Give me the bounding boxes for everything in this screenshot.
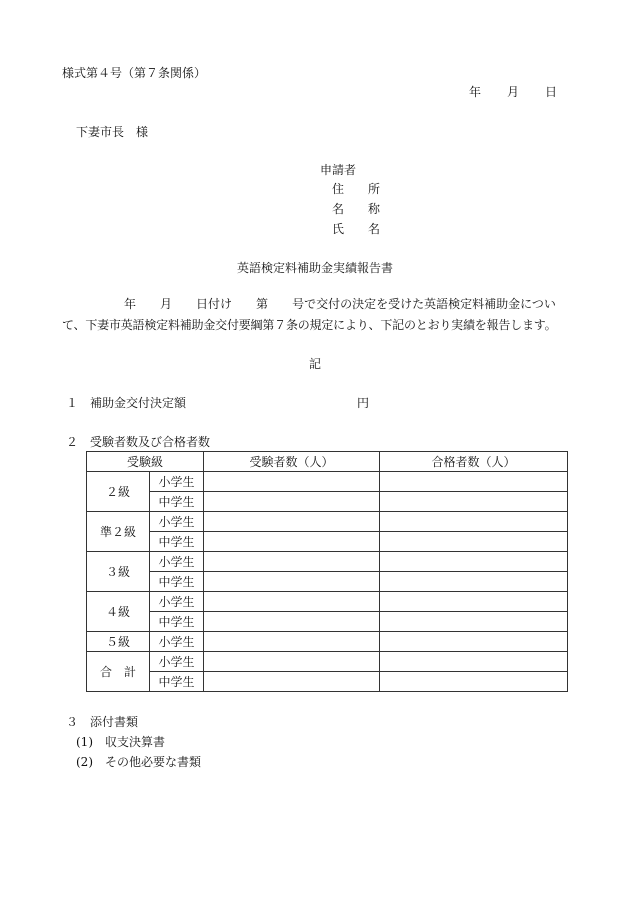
passers-cell[interactable] — [380, 612, 568, 632]
passers-cell[interactable] — [380, 572, 568, 592]
header-grade: 受験級 — [87, 452, 204, 472]
passers-cell[interactable] — [380, 472, 568, 492]
examinees-cell[interactable] — [204, 552, 380, 572]
table-header-row — [87, 452, 568, 472]
document-title: 英語検定料補助金実績報告書 — [236, 261, 393, 275]
examinees-cell[interactable] — [204, 672, 380, 692]
body-line-1 — [124, 298, 556, 310]
examinees-cell[interactable] — [204, 652, 380, 672]
passers-cell[interactable] — [380, 492, 568, 512]
grade-cell: ３級 — [87, 552, 150, 592]
passers-cell[interactable] — [380, 532, 568, 552]
section-1-unit: 円 — [357, 396, 370, 410]
school-cell: 小学生 — [150, 652, 204, 672]
grade-cell: ２級 — [87, 472, 150, 512]
table-row — [87, 572, 568, 592]
attachment-item: (1) 収支決算書 — [76, 735, 165, 749]
results-table — [86, 451, 568, 692]
header-passers: 合格者数（人） — [380, 452, 568, 472]
table-row — [87, 552, 568, 572]
applicant-name-label: 名 称 — [332, 202, 381, 216]
school-cell: 小学生 — [150, 552, 204, 572]
school-cell: 中学生 — [150, 572, 204, 592]
examinees-cell[interactable] — [204, 512, 380, 532]
grade-cell: 準２級 — [87, 512, 150, 552]
passers-cell[interactable] — [380, 672, 568, 692]
school-cell: 中学生 — [150, 672, 204, 692]
grade-cell: ４級 — [87, 592, 150, 632]
addressee: 下妻市長 様 — [76, 125, 149, 139]
examinees-cell[interactable] — [204, 532, 380, 552]
table-row — [87, 472, 568, 492]
date-year: 年 — [469, 85, 482, 99]
passers-cell[interactable] — [380, 512, 568, 532]
table-row — [87, 532, 568, 552]
body-month: 月 — [160, 297, 173, 311]
passers-cell[interactable] — [380, 552, 568, 572]
examinees-cell[interactable] — [204, 472, 380, 492]
ki-heading: 記 — [308, 357, 321, 371]
date-line — [469, 86, 557, 98]
school-cell: 小学生 — [150, 632, 204, 652]
examinees-cell[interactable] — [204, 592, 380, 612]
school-cell: 小学生 — [150, 592, 204, 612]
body-dai: 第 — [256, 297, 269, 311]
passers-cell[interactable] — [380, 652, 568, 672]
section-2-label: ２ 受験者数及び合格者数 — [66, 435, 211, 449]
examinees-cell[interactable] — [204, 632, 380, 652]
examinees-cell[interactable] — [204, 572, 380, 592]
passers-cell[interactable] — [380, 632, 568, 652]
body-rest: 号で交付の決定を受けた英語検定料補助金につい — [292, 297, 556, 311]
school-cell: 中学生 — [150, 492, 204, 512]
date-month: 月 — [507, 85, 520, 99]
table-row — [87, 492, 568, 512]
table-row — [87, 612, 568, 632]
form-number: 様式第４号（第７条関係） — [62, 66, 207, 80]
body-year: 年 — [124, 297, 137, 311]
passers-cell[interactable] — [380, 592, 568, 612]
school-cell: 小学生 — [150, 472, 204, 492]
date-day: 日 — [545, 85, 558, 99]
table-row — [87, 512, 568, 532]
examinees-cell[interactable] — [204, 492, 380, 512]
school-cell: 中学生 — [150, 612, 204, 632]
table-row — [87, 652, 568, 672]
body-dated: 日付け — [196, 297, 233, 311]
grade-cell: 合 計 — [87, 652, 150, 692]
applicant-address-label: 住 所 — [332, 182, 381, 196]
table-row — [87, 672, 568, 692]
table-row — [87, 592, 568, 612]
section-1-label: １ 補助金交付決定額 — [66, 396, 187, 410]
school-cell: 中学生 — [150, 532, 204, 552]
attachment-item: (2) その他必要な書類 — [76, 755, 201, 769]
table-row — [87, 632, 568, 652]
body-line-2: て、下妻市英語検定料補助金交付要綱第７条の規定により、下記のとおり実績を報告します。 — [62, 318, 557, 332]
header-examinees: 受験者数（人） — [204, 452, 380, 472]
grade-cell: ５級 — [87, 632, 150, 652]
section-3-label: ３ 添付書類 — [66, 715, 139, 729]
examinees-cell[interactable] — [204, 612, 380, 632]
school-cell: 小学生 — [150, 512, 204, 532]
applicant-heading: 申請者 — [320, 163, 357, 177]
applicant-person-label: 氏 名 — [332, 222, 381, 236]
